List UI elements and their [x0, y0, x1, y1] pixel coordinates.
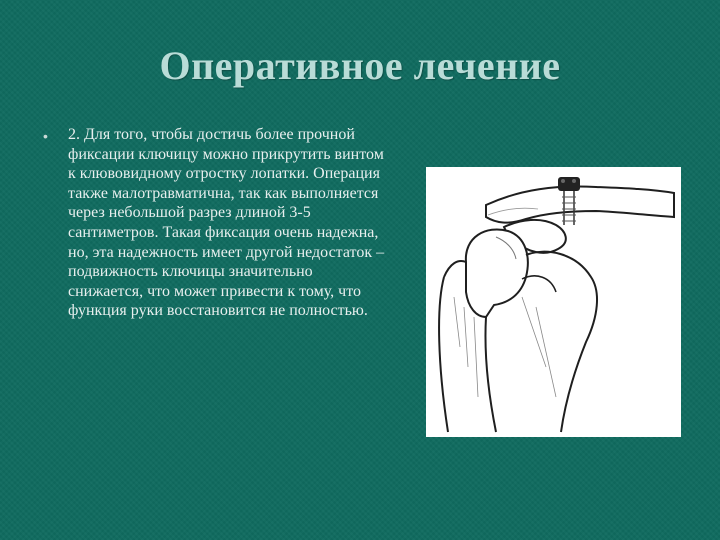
humeral-head	[466, 229, 528, 317]
screw-head	[558, 177, 580, 191]
scapula-body	[526, 252, 597, 432]
slide-title: Оперативное лечение	[159, 43, 561, 88]
shoulder-illustration-icon	[426, 167, 681, 437]
humerus-shaft	[439, 277, 448, 432]
slide-body-text: 2. Для того, чтобы достичь более прочной фиксации ключицу можно прикрутить винтом к клювовидному отростку лопатки. Операция также малотравматична, так как выполняется через небольшой разрез длиной 3-5 сантиметров. Такая фиксация очень надежна, но, эта надежность имеет другой недостаток – подвижность ключицы значительно снижается, что может привести к тому, что функция руки восстановится не полностью.	[68, 126, 385, 320]
clavicle-bone	[486, 187, 674, 223]
bullet-icon: •	[43, 128, 48, 144]
